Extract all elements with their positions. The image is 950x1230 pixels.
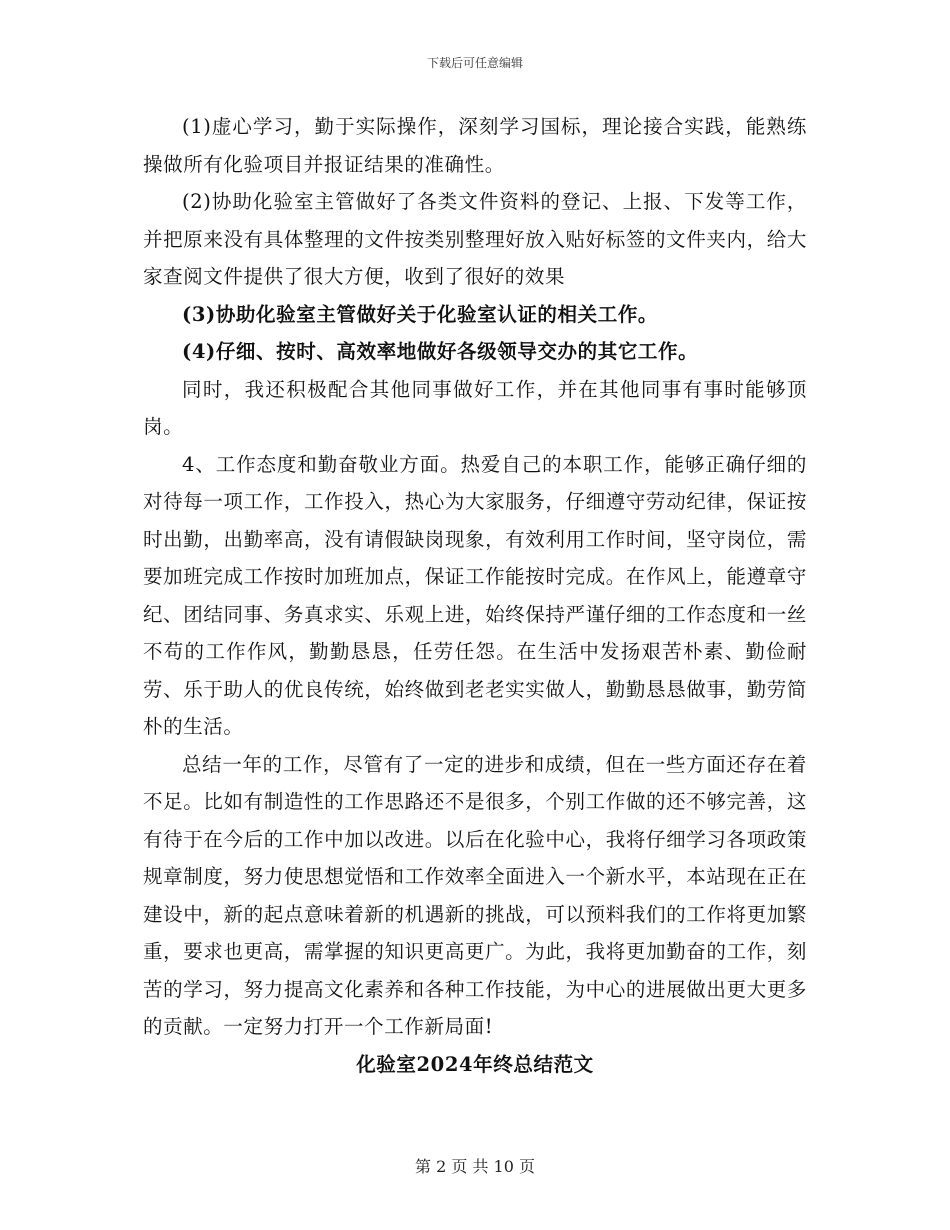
paragraph-7: 总结一年的工作，尽管有了一定的进步和成绩，但在一些方面还存在着不足。比如有制造性的工作思路还不是很多，个别工作做的还不够完善，这有待于在今后的工作中加以改进。以后在化验中心，我将仔细学习各项政策规章制度，努力使思想觉悟和工作效率全面进入一个新水平，本站现在正在建设中，新的起点意味着新的机遇新的挑战，可以预料我们的工作将更加繁重，要求也更高，需掌握的知识更高更广。为此，我将更加勤奋的工作，刻苦的学习，努力提高文化素养和各种工作技能，为中心的进展做出更大更多的贡献。一定努力打开一个工作新局面!: [143, 752, 807, 1038]
paragraph-1: (1)虚心学习，勤于实际操作，深刻学习国标，理论接合实践，能熟练操做所有化验项目并报证结果的准确性。: [143, 115, 807, 176]
section-title: 化验室2024年终总结范文: [356, 1052, 594, 1076]
page-header: 下载后可任意编辑: [426, 56, 523, 70]
paragraph-2: (2)协助化验室主管做好了各类文件资料的登记、上报、下发等工作，并把原来没有具体整理的文件按类别整理好放入贴好标签的文件夹内，给大家查阅文件提供了很大方便，收到了很好的效果: [143, 190, 807, 288]
paragraph-6: 4、工作态度和勤奋敬业方面。热爱自己的本职工作，能够正确仔细的对待每一项工作，工作投入，热心为大家服务，仔细遵守劳动纪律，保证按时出勤，出勤率高，没有请假缺岗现象，有效利用工作时间，坚守岗位，需要加班完成工作按时加班加点，保证工作能按时完成。在作风上，能遵章守纪、团结同事、务真求实、乐观上进，始终保持严谨仔细的工作态度和一丝不苟的工作作风，勤勤恳恳，任劳任怨。在生活中发扬艰苦朴素、勤俭耐劳、乐于助人的优良传统，始终做到老老实实做人，勤勤恳恳做事，勤劳简朴的生活。: [143, 452, 807, 738]
paragraph-5: 同时，我还积极配合其他同事做好工作，并在其他同事有事时能够顶岗。: [143, 377, 807, 438]
paragraph-3: (3)协助化验室主管做好关于化验室认证的相关工作。: [182, 302, 659, 326]
page-footer: 第 2 页 共 10 页: [415, 1157, 535, 1176]
document-body: [143, 108, 807, 1083]
paragraph-4: (4)仔细、按时、高效率地做好各级领导交办的其它工作。: [182, 340, 699, 363]
